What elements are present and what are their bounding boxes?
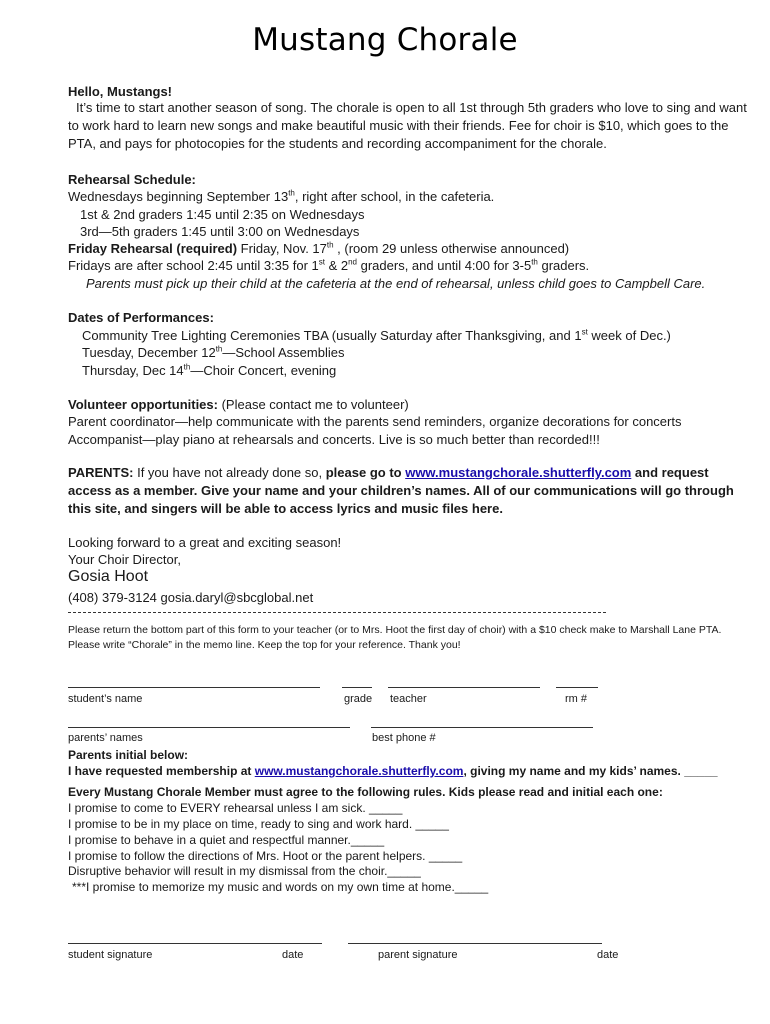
rule-item: I promise to be in my place on time, ready to sing and work hard. _____	[68, 817, 449, 831]
intro-paragraph: It’s time to start another season of song. The chorale is open to all 1st through 5th graders who love to sing and want to work hard to learn new songs and make beautiful music with their friends. Fee for choir is $10, which goes to the PTA, and pays for photocopies for the students and recording accompaniment for the chorale.	[68, 100, 747, 151]
room-line[interactable]	[556, 687, 598, 688]
rule-item: ***I promise to memorize my music and words on my own time at home._____	[72, 880, 489, 894]
rule-item: I promise to follow the directions of Mrs. Hoot or the parent helpers. _____	[68, 849, 463, 863]
greeting: Hello, Mustangs!	[68, 84, 173, 99]
shutterfly-link[interactable]: www.mustangchorale.shutterfly.com	[254, 764, 464, 778]
parents-paragraph: PARENTS: If you have not already done so, please go to www.mustangchorale.shutterfly.com and request access as a member. Give your name and your children’s names. All of our communications will go through this site, and singers will be able to access lyrics and music files here.	[68, 465, 734, 516]
pickup-note: Parents must pick up their child at the cafeteria at the end of rehearsal, unless child goes to Campbell Care.	[86, 276, 706, 291]
parents-names-line[interactable]	[68, 727, 350, 728]
performance-item: Thursday, Dec 14th—Choir Concert, evening	[82, 362, 337, 378]
performances-heading: Dates of Performances:	[68, 310, 214, 325]
friday-rehearsal: Friday Rehearsal (required) Friday, Nov. 17th , (room 29 unless otherwise announced)	[68, 240, 570, 256]
parent-signature-label: parent signature	[378, 949, 458, 961]
parents-initial-heading: Parents initial below:	[68, 748, 189, 762]
director-contact: (408) 379-3124 gosia.daryl@sbcglobal.net	[68, 590, 314, 605]
rule-item: I promise to behave in a quiet and respectful manner._____	[68, 833, 385, 847]
volunteer-heading: Volunteer opportunities: (Please contact me to volunteer)	[68, 397, 409, 412]
grade-line[interactable]	[342, 687, 372, 688]
rehearsal-grades-3-5: 3rd—5th graders 1:45 until 3:00 on Wednesdays	[80, 224, 360, 239]
parents-names-label: parents’ names	[68, 732, 143, 744]
student-date-label: date	[282, 949, 304, 961]
rehearsal-wednesday-start: Wednesdays beginning September 13th, right after school, in the cafeteria.	[68, 188, 495, 204]
teacher-label: teacher	[390, 693, 427, 705]
parent-signature-line[interactable]	[348, 943, 602, 944]
membership-confirmation: I have requested membership at www.mustangchorale.shutterfly.com, giving my name and my kids’ names. _____	[68, 764, 718, 778]
closing-line: Looking forward to a great and exciting season!	[68, 535, 342, 550]
director-name: Gosia Hoot	[68, 568, 149, 585]
teacher-line[interactable]	[388, 687, 540, 688]
shutterfly-link[interactable]: www.mustangchorale.shutterfly.com	[405, 465, 632, 480]
rehearsal-heading: Rehearsal Schedule:	[68, 172, 196, 187]
closing-signoff: Your Choir Director,	[68, 552, 181, 567]
rule-item: Disruptive behavior will result in my dismissal from the choir._____	[68, 864, 421, 878]
fridays-schedule: Fridays are after school 2:45 until 3:35 for 1st & 2nd graders, and until 4:00 for 3-5th graders.	[68, 257, 590, 273]
return-note: Please return the bottom part of this form to your teacher (or to Mrs. Hoot the first day of choir) with a $10 check make to Marshall Lane PTA. Please write “Chorale” in the memo line. Keep the top for your reference. Thank you!	[68, 624, 722, 651]
student-signature-line[interactable]	[68, 943, 322, 944]
rule-item: I promise to come to EVERY rehearsal unless I am sick. _____	[68, 801, 403, 815]
student-signature-label: student signature	[68, 949, 153, 961]
rules-heading: Every Mustang Chorale Member must agree to the following rules. Kids please read and initial each one:	[68, 785, 663, 799]
page-title: Mustang Chorale	[252, 22, 518, 58]
performance-item: Community Tree Lighting Ceremonies TBA (usually Saturday after Thanksgiving, and 1st week of Dec.)	[82, 327, 671, 343]
volunteer-accompanist: Accompanist—play piano at rehearsals and concerts. Live is so much better than recorded!!!	[68, 432, 600, 447]
best-phone-line[interactable]	[371, 727, 593, 728]
parent-date-label: date	[597, 949, 619, 961]
best-phone-label: best phone #	[372, 732, 436, 744]
grade-label: grade	[344, 693, 373, 705]
cut-line	[68, 612, 606, 613]
student-name-label: student’s name	[68, 693, 143, 705]
rehearsal-grades-1-2: 1st & 2nd graders 1:45 until 2:35 on Wednesdays	[80, 207, 365, 222]
performance-item: Tuesday, December 12th—School Assemblies	[82, 344, 345, 360]
volunteer-coordinator: Parent coordinator—help communicate with the parents send reminders, organize decorations for concerts	[68, 414, 682, 429]
room-label: rm #	[565, 693, 587, 705]
student-name-line[interactable]	[68, 687, 320, 688]
